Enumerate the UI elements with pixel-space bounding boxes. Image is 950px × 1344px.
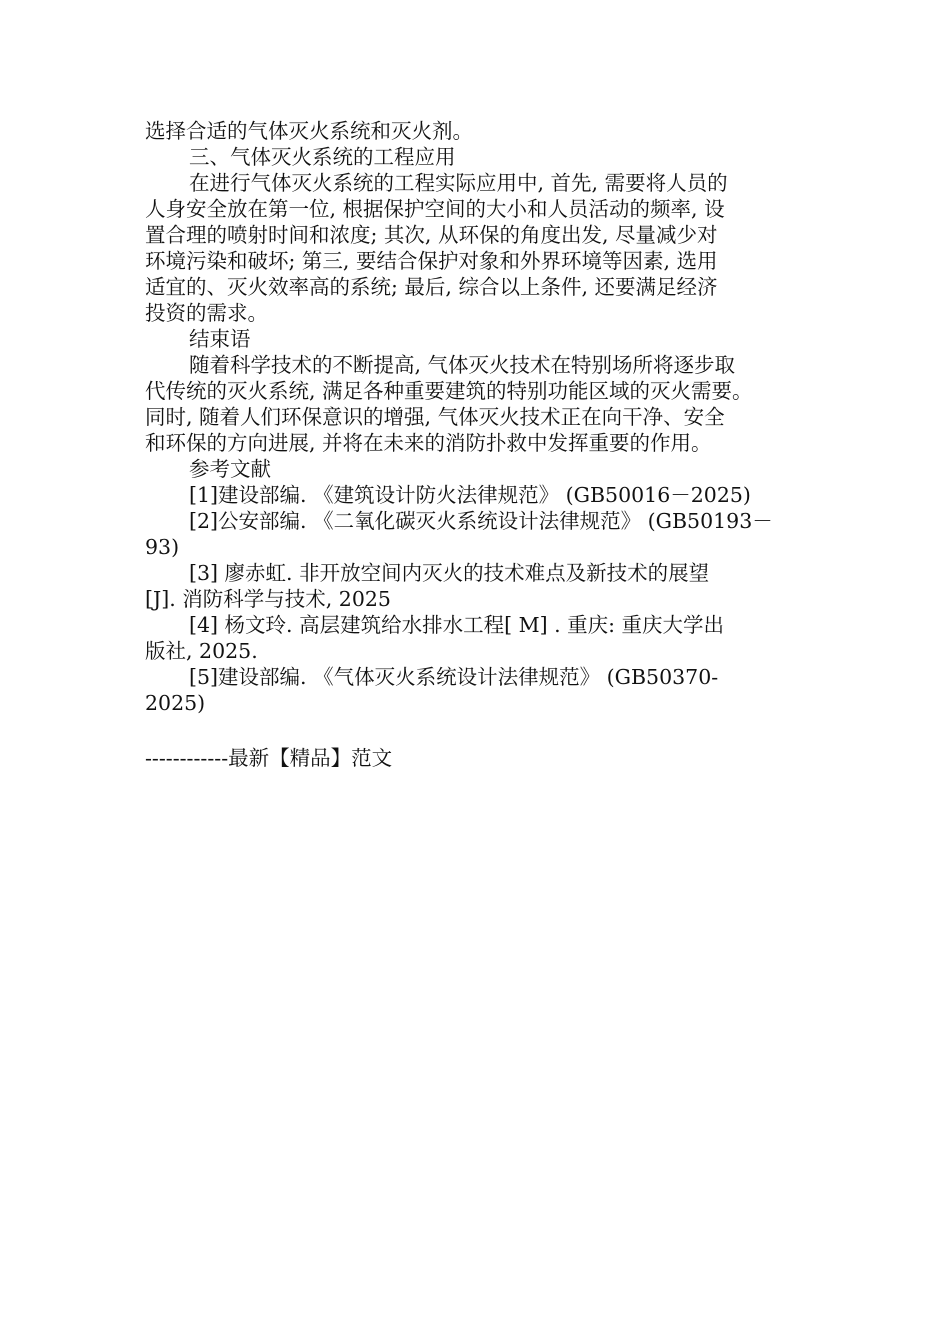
body-line: 环境污染和破坏; 第三, 要结合保护对象和外界环境等因素, 选用 [145,249,718,273]
reference-line: [3] 廖赤虹. 非开放空间内灭火的技术难点及新技术的展望 [189,561,710,585]
body-line: 选择合适的气体灭火系统和灭火剂。 [145,119,473,143]
heading-line: 结束语 [189,327,251,351]
reference-line: [1]建设部编. 《建筑设计防火法律规范》 (GB50016－2025) [189,483,751,507]
body-line: 投资的需求。 [145,301,268,325]
reference-line: 版社, 2025. [145,639,258,663]
body-line: 人身安全放在第一位, 根据保护空间的大小和人员活动的频率, 设 [145,197,725,221]
body-line: 和环保的方向进展, 并将在未来的消防扑救中发挥重要的作用。 [145,431,712,455]
reference-line: [J]. 消防科学与技术, 2025 [145,587,391,611]
reference-line: [4] 杨文玲. 高层建筑给水排水工程[ M] . 重庆: 重庆大学出 [189,613,725,637]
heading-line: 三、气体灭火系统的工程应用 [189,145,456,169]
body-line: 在进行气体灭火系统的工程实际应用中, 首先, 需要将人员的 [189,171,728,195]
document-body [145,118,809,716]
body-line: 代传统的灭火系统, 满足各种重要建筑的特别功能区域的灭火需要。 [145,379,753,403]
body-line: 同时, 随着人们环保意识的增强, 气体灭火技术正在向干净、安全 [145,405,725,429]
reference-line: 93) [145,535,180,559]
body-line: 随着科学技术的不断提高, 气体灭火技术在特别场所将逐步取 [189,353,736,377]
body-line: 适宜的、灭火效率高的系统; 最后, 综合以上条件, 还要满足经济 [145,275,718,299]
heading-line: 参考文献 [189,457,271,481]
reference-line: [5]建设部编. 《气体灭火系统设计法律规范》 (GB50370- [189,665,719,689]
body-line: 置合理的喷射时间和浓度; 其次, 从环保的角度出发, 尽量减少对 [145,223,718,247]
reference-line: [2]公安部编. 《二氧化碳灭火系统设计法律规范》 (GB50193－ [189,509,773,533]
reference-line: 2025) [145,691,206,715]
footer-tagline: ------------最新【精品】范文 [145,746,393,770]
